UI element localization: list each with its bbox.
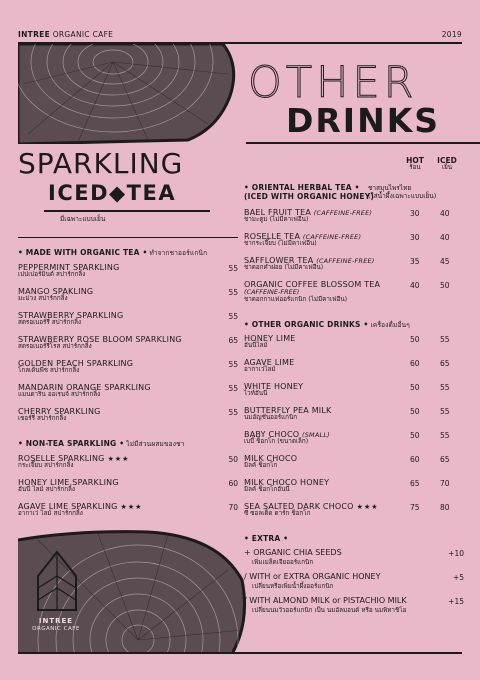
menu-item[interactable] <box>244 454 464 470</box>
item-thai: ชาดอกคำฝอย (ไม่มีคาเฟอีน) <box>244 264 324 272</box>
iced-only-note: มีเฉพาะแบบเย็น <box>60 215 106 223</box>
iced-price: 65 <box>440 359 450 368</box>
item-name: BUTTERFLY PEA MILK <box>244 406 332 415</box>
iced-column-header: ICED เย็น <box>437 156 457 172</box>
item-thai: ชากระเจี๊ยบ (ไม่มีคาเฟอีน) <box>244 240 317 248</box>
menu-item[interactable] <box>244 280 464 304</box>
iced-price: 50 <box>440 281 450 290</box>
menu-item[interactable] <box>18 263 238 279</box>
left-divider <box>18 237 238 238</box>
item-thai: เบบี้ ช็อกโก (ขนาดเล็ก) <box>244 438 309 446</box>
menu-item[interactable] <box>18 311 238 327</box>
item-price: 70 <box>228 503 238 512</box>
menu-item[interactable] <box>18 359 238 375</box>
item-name: SEA SALTED DARK CHOCO ★★★ <box>244 502 379 511</box>
recommended-stars: ★★★ <box>107 455 130 463</box>
organic-tea-heading: • MADE WITH ORGANIC TEA • ทำจากชาออร์แกนิก <box>18 248 208 257</box>
item-name: ROSELLE SPARKLING ★★★ <box>18 454 130 463</box>
item-name: MILK CHOCO <box>244 454 298 463</box>
hot-price: 35 <box>410 257 420 266</box>
item-price: 55 <box>228 288 238 297</box>
item-thai: อากาเว่ ไลม์ สปาร์กกลิ้ง <box>18 510 83 518</box>
recommended-stars: ★★★ <box>120 503 143 511</box>
item-name: CHERRY SPARKLING <box>18 407 101 416</box>
iced-price: 40 <box>440 233 450 242</box>
item-name: PEPPERMINT SPARKLING <box>18 263 120 272</box>
item-price: 50 <box>228 455 238 464</box>
item-name: + ORGANIC CHIA SEEDS <box>244 548 342 557</box>
item-name: HONEY LIME <box>244 334 296 343</box>
menu-item[interactable] <box>18 383 238 399</box>
menu-item[interactable] <box>244 358 464 374</box>
cafe-brand: INTREE ORGANIC CAFE <box>18 30 114 39</box>
item-name: HONEY LIME SPARKLING <box>18 478 119 487</box>
item-thai: เปลี่ยนหรือเพิ่มน้ำผึ้งออร์แกนิก <box>252 583 334 591</box>
hot-price: 30 <box>410 233 420 242</box>
item-thai: นมอัญชันออร์แกนิก <box>244 414 298 422</box>
menu-item[interactable] <box>18 454 238 470</box>
item-thai: เปลี่ยนนมวัวออร์แกนิก เป็น นมอัลมอนด์ หรือ นมพิทาชิโอ <box>252 607 407 615</box>
drinks-title: DRINKS <box>286 101 441 140</box>
other-organic-heading: • OTHER ORGANIC DRINKS • เครื่องดื่มอื่นๆ <box>244 320 410 329</box>
item-price: 55 <box>228 312 238 321</box>
item-name: BAEL FRUIT TEA (CAFFEINE-FREE) <box>244 208 373 217</box>
item-name: STRAWBERRY SPARKLING <box>18 311 124 320</box>
item-thai: ชาดอกกาแฟออร์แกนิก (ไม่มีคาเฟอีน) <box>244 296 348 304</box>
hot-price: 50 <box>410 383 420 392</box>
item-thai: อากาเว่ไลม์ <box>244 366 276 374</box>
item-thai: ชามะตูม (ไม่มีคาเฟอีน) <box>244 216 309 224</box>
menu-item[interactable] <box>244 502 464 518</box>
item-thai: สตรอเบอร์รี่โรส สปาร์กกลิ้ง <box>18 343 92 351</box>
item-thai: เปปเปอร์มินต์ สปาร์กกลิ้ง <box>18 271 86 279</box>
item-price: 55 <box>228 384 238 393</box>
menu-year: 2019 <box>441 30 462 39</box>
wood-slice-image-top <box>18 44 238 144</box>
item-price: 60 <box>228 479 238 488</box>
item-name: ROSELLE TEA (CAFFEINE-FREE) <box>244 232 362 241</box>
item-thai: มะม่วง สปาร์กกลิ้ง <box>18 295 68 303</box>
extra-item[interactable] <box>244 572 464 591</box>
intree-logo-icon <box>32 548 82 618</box>
item-thai: แมนดาริน ออเรนจ์ สปาร์กกลิ้ง <box>18 391 101 399</box>
hot-price: 30 <box>410 209 420 218</box>
hot-price: 40 <box>410 281 420 290</box>
item-price: +10 <box>448 549 464 558</box>
iced-price: 80 <box>440 503 450 512</box>
item-name: MANGO SPAKLING <box>18 287 94 296</box>
menu-item[interactable] <box>244 478 464 494</box>
non-tea-heading: • NON-TEA SPARKLING • ไม่มีส่วนผสมของชา <box>18 439 185 448</box>
herbal-tea-heading-thai: ชาสมุนไพรไทย (ใส่น้ำผึ้งเฉพาะแบบเย็น) <box>368 184 437 201</box>
iced-price: 55 <box>440 383 450 392</box>
menu-item[interactable] <box>18 287 238 303</box>
hot-price: 60 <box>410 359 420 368</box>
menu-item[interactable] <box>244 334 464 350</box>
item-price: 55 <box>228 408 238 417</box>
item-price: +15 <box>448 597 464 606</box>
item-name: / WITH or EXTRA ORGANIC HONEY <box>244 572 381 581</box>
item-thai: เพิ่มเมล็ดเจียออร์แกนิก <box>252 559 314 567</box>
sparkling-title: SPARKLING <box>18 147 184 180</box>
menu-item[interactable] <box>18 407 238 423</box>
other-title: OTHER <box>248 58 418 108</box>
item-name: WHITE HONEY <box>244 382 304 391</box>
item-name: GOLDEN PEACH SPARKLING <box>18 359 134 368</box>
item-thai: ฮันนี่ไลม์ <box>244 342 268 350</box>
item-name: AGAVE LIME <box>244 358 295 367</box>
item-thai: มิลค์ ช็อกโก <box>244 462 278 470</box>
iced-price: 40 <box>440 209 450 218</box>
iced-price: 70 <box>440 479 450 488</box>
iced-price: 65 <box>440 455 450 464</box>
item-name: AGAVE LIME SPARKLING ★★★ <box>18 502 143 511</box>
item-name: BABY CHOCO (SMALL) <box>244 430 330 439</box>
hot-price: 65 <box>410 479 420 488</box>
menu-item[interactable] <box>18 478 238 494</box>
item-thai: มิลค์ ช็อกโกฮันนี่ <box>244 486 290 494</box>
top-bar <box>18 30 462 39</box>
iced-price: 55 <box>440 407 450 416</box>
item-price: +5 <box>452 573 464 582</box>
item-thai: ไวท์ฮันนี่ <box>244 390 268 398</box>
menu-item[interactable] <box>244 406 464 422</box>
hot-price: 50 <box>410 335 420 344</box>
item-thai: ซี ซอลเต็ด ดาร์ก ช็อกโก <box>244 510 311 518</box>
hot-price: 75 <box>410 503 420 512</box>
drinks-divider <box>246 142 480 144</box>
item-thai: สตรอเบอร์รี่ สปาร์กกลิ้ง <box>18 319 82 327</box>
iced-tea-underline <box>44 210 210 212</box>
extra-item[interactable] <box>244 596 464 615</box>
iced-price: 55 <box>440 335 450 344</box>
iced-tea-title: ICED◆TEA <box>48 181 177 205</box>
item-name: MANDARIN ORANGE SPARKLING <box>18 383 151 392</box>
bottom-divider <box>18 652 462 654</box>
iced-price: 55 <box>440 431 450 440</box>
item-name: STRAWBERRY ROSE BLOOM SPARKLING <box>18 335 182 344</box>
item-price: 65 <box>228 336 238 345</box>
hot-price: 50 <box>410 407 420 416</box>
menu-item[interactable] <box>244 232 464 248</box>
menu-item[interactable] <box>244 208 464 224</box>
item-price: 55 <box>228 264 238 273</box>
item-thai: โกลเด้นพีช สปาร์กกลิ้ง <box>18 367 80 375</box>
menu-item[interactable] <box>244 382 464 398</box>
item-name: ORGANIC COFFEE BLOSSOM TEA <box>244 280 381 289</box>
extra-heading: • EXTRA • <box>244 534 289 543</box>
recommended-stars: ★★★ <box>356 503 379 511</box>
item-thai: ฮันนี่ ไลม์ สปาร์กกลิ้ง <box>18 486 75 494</box>
menu-item[interactable] <box>18 502 238 518</box>
item-name: SAFFLOWER TEA (CAFFEINE-FREE) <box>244 256 375 265</box>
hot-column-header: HOT ร้อน <box>406 156 424 172</box>
item-caffeine-note: (CAFFEINE-FREE) <box>244 288 300 297</box>
menu-item[interactable] <box>244 256 464 272</box>
menu-item[interactable] <box>244 430 464 446</box>
hot-price: 60 <box>410 455 420 464</box>
item-name: MILK CHOCO HONEY <box>244 478 330 487</box>
herbal-tea-heading: • ORIENTAL HERBAL TEA • (ICED WITH ORGANIC HONEY) <box>244 183 374 201</box>
logo-wordmark: INTREE ORGANIC CAFE <box>32 617 80 632</box>
item-thai: เชอร์รี่ สปาร์กกลิ้ง <box>18 415 67 423</box>
item-price: 55 <box>228 360 238 369</box>
item-name: / WITH ALMOND MILK or PISTACHIO MILK <box>244 596 407 605</box>
iced-price: 45 <box>440 257 450 266</box>
extra-item[interactable] <box>244 548 464 567</box>
item-thai: กระเจี๊ยบ สปาร์กกลิ้ง <box>18 462 74 470</box>
menu-item[interactable] <box>18 335 238 351</box>
hot-price: 50 <box>410 431 420 440</box>
